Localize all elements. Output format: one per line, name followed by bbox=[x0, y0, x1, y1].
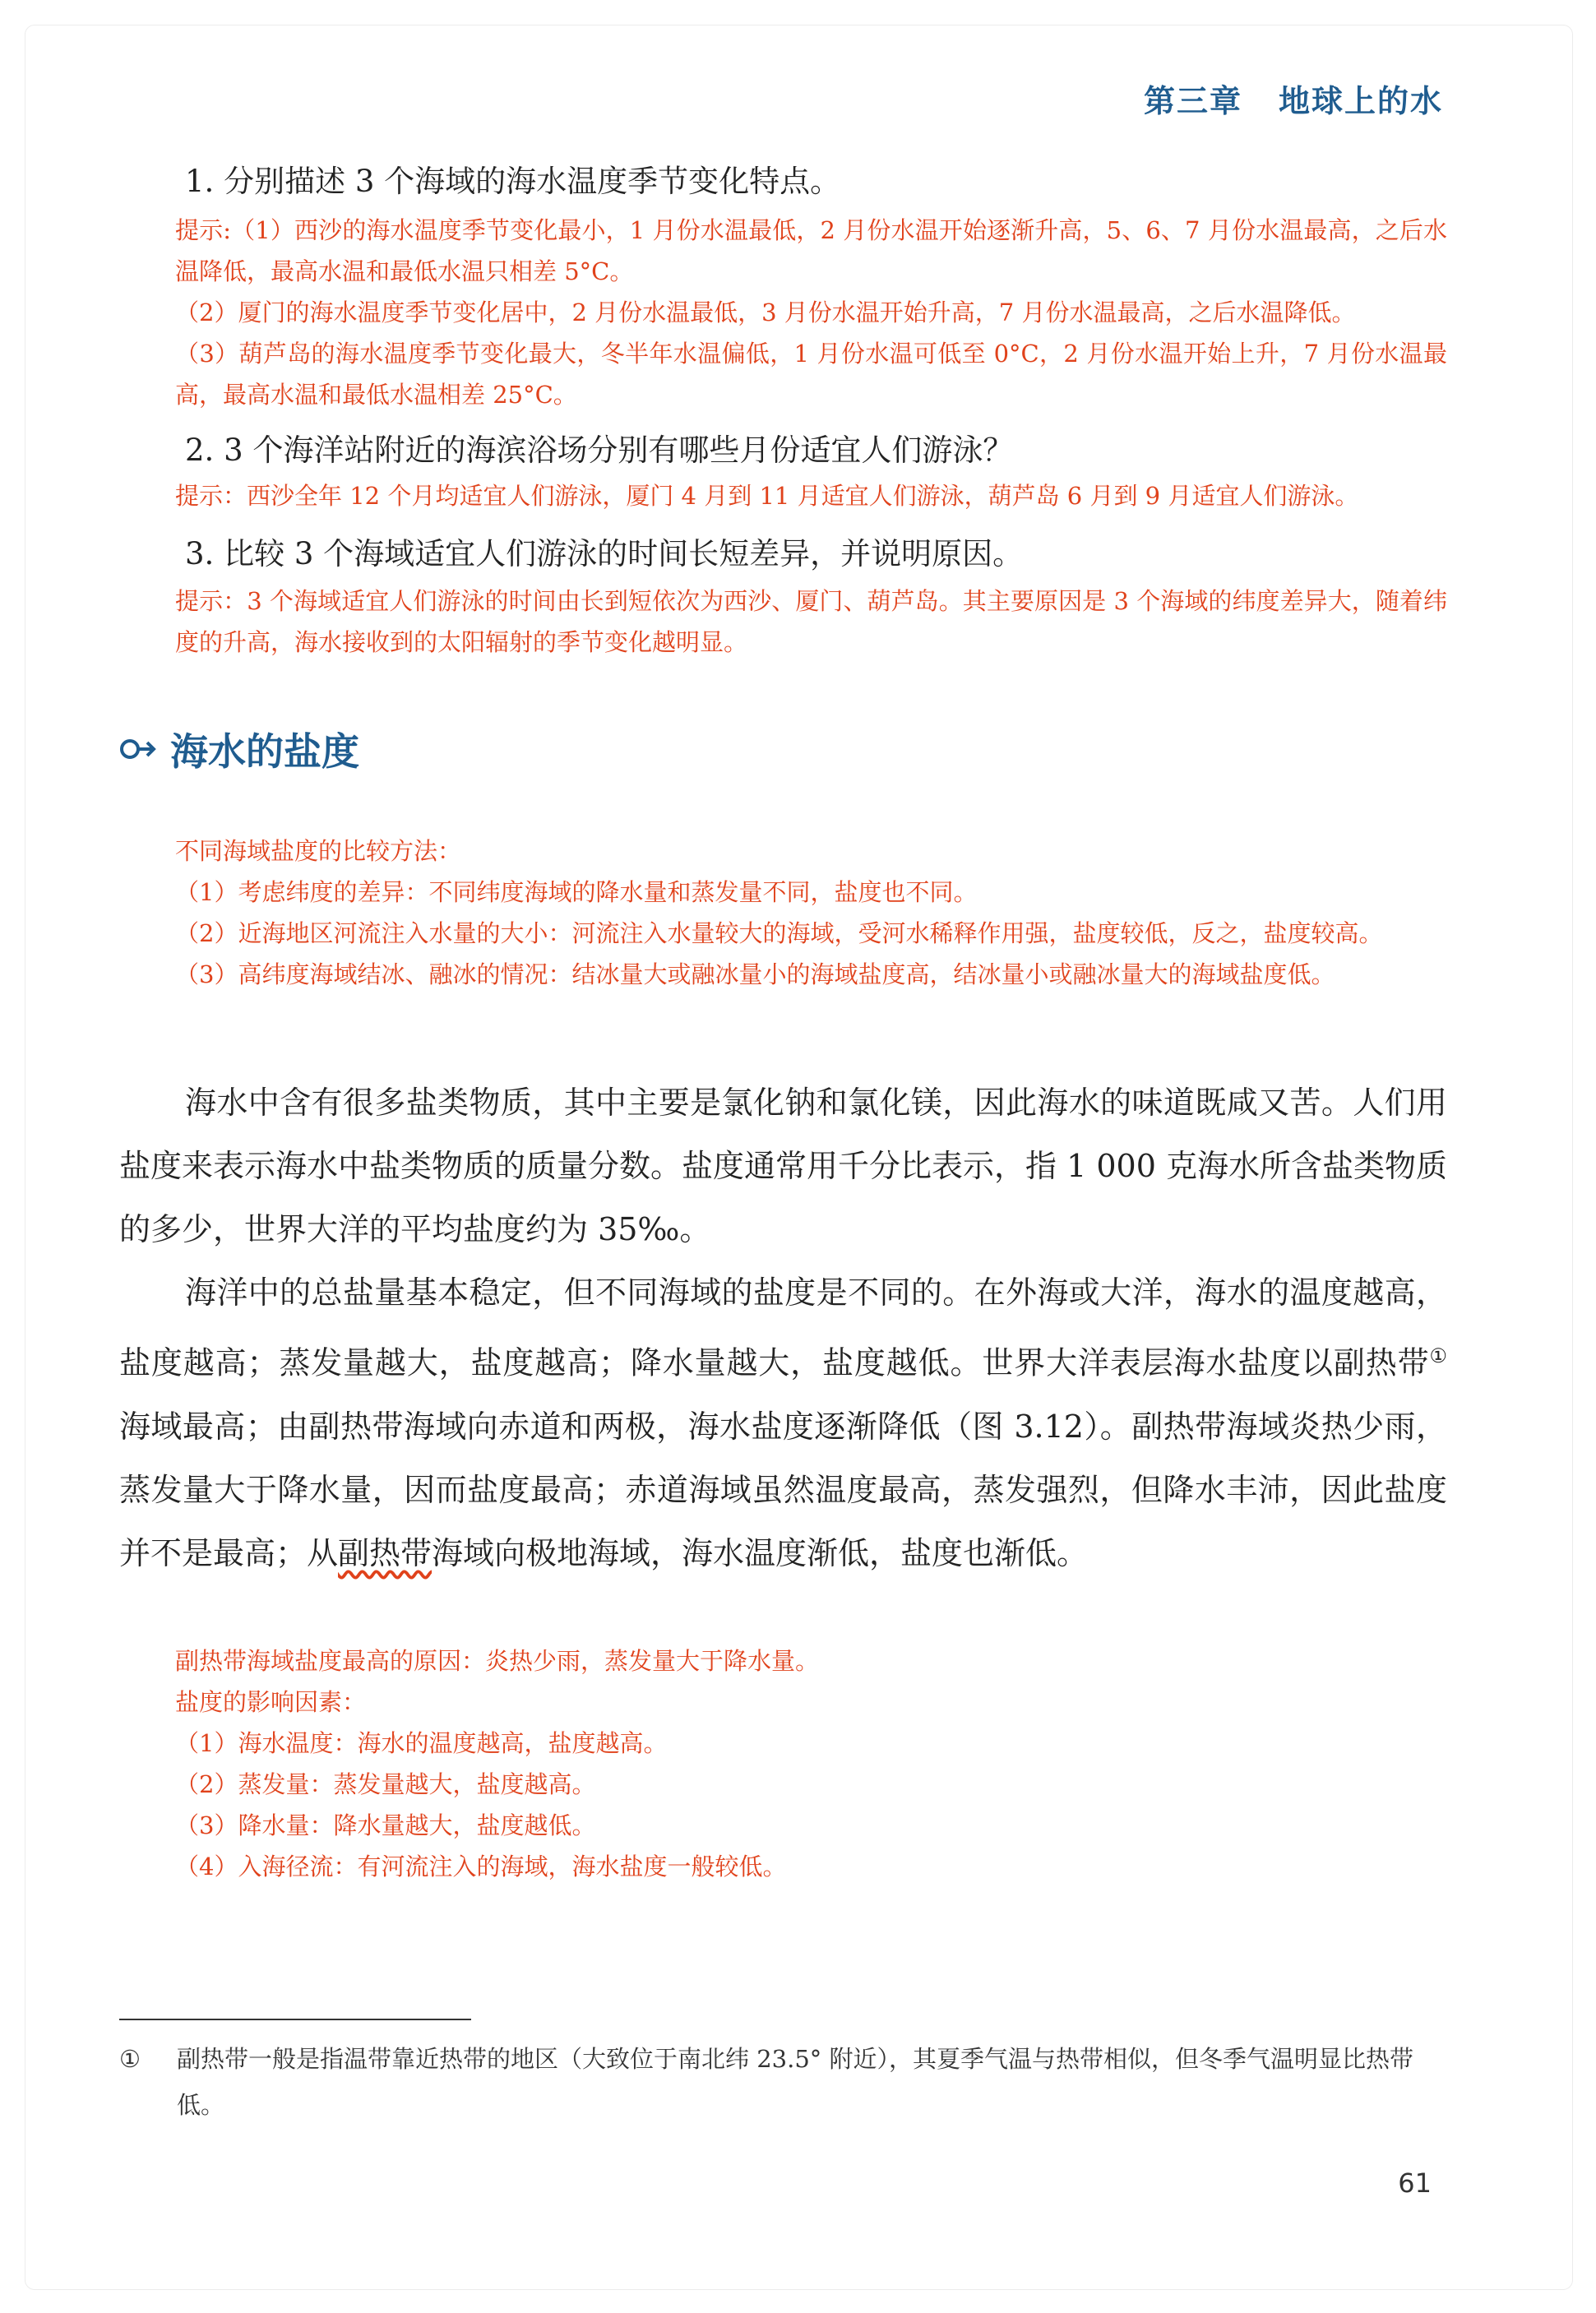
paragraph-1: 海水中含有很多盐类物质，其中主要是氯化钠和氯化镁，因此海水的味道既咸又苦。人们用盐度来表示海水中盐类物质的质量分数。盐度通常用千分比表示，指 1 000 克海水所含盐类物质的多少，世界大洋的平均盐度约为 35‰。 bbox=[119, 1085, 1447, 1247]
paragraph-2-part-c: 海域向极地海域，海水温度渐低，盐度也渐低。 bbox=[432, 1534, 1089, 1571]
note-item: （1）考虑纬度的差异：不同纬度海域的降水量和蒸发量不同，盐度也不同。 bbox=[175, 878, 978, 906]
hint-1-part-1: 提示:（1）西沙的海水温度季节变化最小，1 月份水温最低，2 月份水温开始逐渐升高，5、6、7 月份水温最高，之后水温降低，最高水温和最低水温只相差 5°C。 bbox=[175, 216, 1447, 285]
question-1-hint bbox=[119, 210, 1447, 415]
footnote-text: 副热带一般是指温带靠近热带的地区（大致位于南北纬 23.5° 附近），其夏季气温与热带相似，但冬季气温明显比热带低。 bbox=[177, 2045, 1414, 2119]
paragraph-2-part-b: 海域最高；由副热带海域向赤道和两极，海水盐度逐渐降低（图 3.12）。副热带海域炎热少雨，蒸发量大于降水量，因而盐度最高；赤道海域虽然温度最高，蒸发强烈，但降水丰沛，因此盐度并不是最高；从 bbox=[119, 1408, 1447, 1571]
note-item: （2）蒸发量：蒸发量越大，盐度越高。 bbox=[175, 1770, 596, 1798]
note-item: （4）入海径流：有河流注入的海域，海水盐度一般较低。 bbox=[175, 1853, 787, 1880]
note-line: 盐度的影响因素： bbox=[175, 1688, 367, 1716]
question-3-hint bbox=[119, 581, 1447, 663]
salinity-factor-note bbox=[119, 1640, 1447, 1887]
chapter-header bbox=[1144, 76, 1443, 121]
footnote-divider bbox=[119, 2019, 471, 2020]
hint-1-part-2: （2）厦门的海水温度季节变化居中，2 月份水温最低，3 月份水温开始升高，7 月份水温最高，之后水温降低。 bbox=[175, 298, 1356, 326]
section-arrow-icon bbox=[119, 737, 159, 761]
page-number: 61 bbox=[1398, 2167, 1432, 2199]
body-text bbox=[119, 1071, 1447, 1585]
hint-2-text: 提示：西沙全年 12 个月均适宜人们游泳，厦门 4 月到 11 月适宜人们游泳，葫芦岛 6 月到 9 月适宜人们游泳。 bbox=[175, 482, 1359, 510]
note-heading: 不同海域盐度的比较方法： bbox=[175, 837, 462, 865]
chapter-number: 第三章 bbox=[1143, 83, 1242, 119]
question-1: 1. 分别描述 3 个海域的海水温度季节变化特点。 bbox=[185, 164, 841, 199]
paragraph-2 bbox=[119, 1261, 1447, 1585]
salinity-comparison-note bbox=[119, 830, 1447, 995]
hint-3-text: 提示：3 个海域适宜人们游泳的时间由长到短依次为西沙、厦门、葫芦岛。其主要原因是 3 个海域的纬度差异大，随着纬度的升高，海水接收到的太阳辐射的季节变化越明显。 bbox=[175, 587, 1447, 656]
note-line: 副热带海域盐度最高的原因：炎热少雨，蒸发量大于降水量。 bbox=[175, 1647, 820, 1675]
note-item: （2）近海地区河流注入水量的大小：河流注入水量较大的海域，受河水稀释作用强，盐度较低，反之，盐度较高。 bbox=[175, 919, 1383, 947]
hint-1-part-3: （3）葫芦岛的海水温度季节变化最大，冬半年水温偏低，1 月份水温可低至 0°C，2 月份水温开始上升，7 月份水温最高，最高水温和最低水温相差 25°C。 bbox=[175, 340, 1447, 409]
footnote-mark: ① bbox=[119, 2045, 141, 2073]
section-title-text: 海水的盐度 bbox=[170, 729, 359, 774]
wavy-underline: 副热带 bbox=[338, 1534, 433, 1571]
note-item: （3）降水量：降水量越大，盐度越低。 bbox=[175, 1811, 596, 1839]
question-3: 3. 比较 3 个海域适宜人们游泳的时间长短差异，并说明原因。 bbox=[185, 536, 1024, 571]
footnote-ref: ① bbox=[1429, 1344, 1447, 1367]
note-item: （1）海水温度：海水的温度越高，盐度越高。 bbox=[175, 1729, 668, 1757]
section-title bbox=[119, 722, 359, 776]
note-item: （3）高纬度海域结冰、融冰的情况：结冰量大或融冰量小的海域盐度高，结冰量小或融冰量大的海域盐度低。 bbox=[175, 960, 1335, 988]
footnote bbox=[119, 2036, 1447, 2128]
question-2-hint bbox=[119, 475, 1447, 516]
paragraph-2-part-a: 海洋中的总盐量基本稳定，但不同海域的盐度是不同的。在外海或大洋，海水的温度越高，盐度越高；蒸发量越大，盐度越高；降水量越大，盐度越低。世界大洋表层海水盐度以副热带 bbox=[119, 1274, 1447, 1381]
question-2: 2. 3 个海洋站附近的海滨浴场分别有哪些月份适宜人们游泳？ bbox=[185, 433, 1014, 468]
chapter-title: 地球上的水 bbox=[1278, 83, 1443, 119]
